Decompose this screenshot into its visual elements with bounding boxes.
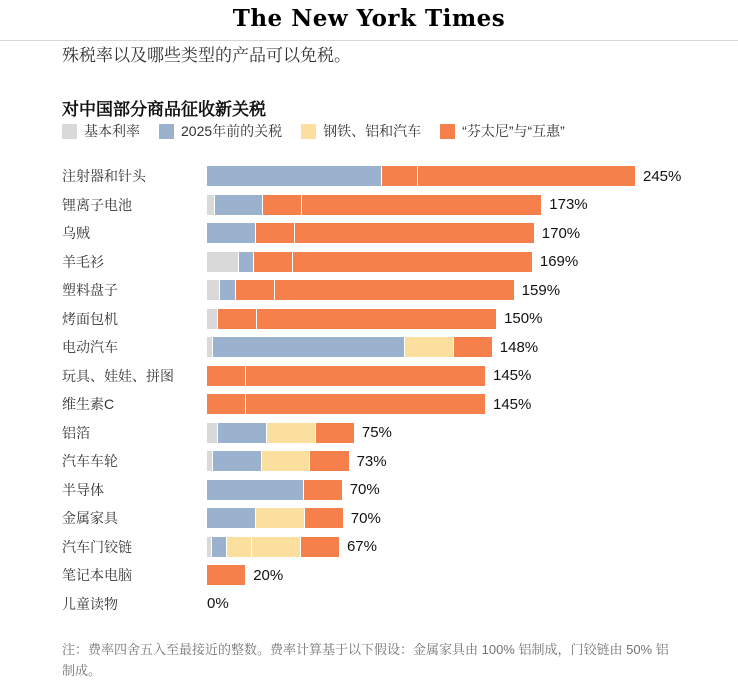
bar-segment-new: [304, 480, 342, 500]
bar-segment-new: [257, 309, 496, 329]
category-label: 金属家具: [62, 510, 118, 526]
legend-item-steel: [301, 121, 421, 141]
stacked-bar: [207, 537, 339, 557]
chart-title: 对中国部分商品征收新关税: [62, 100, 266, 119]
chart-row: [62, 195, 722, 215]
chart-row: [62, 565, 722, 585]
stacked-bar: [207, 223, 534, 243]
value-label: 245%: [642, 167, 682, 185]
bar-segment-new: [207, 366, 245, 386]
legend-swatch-pre2025: [159, 124, 174, 139]
bar-segment-new: [246, 394, 485, 414]
value-label: 148%: [499, 338, 539, 356]
bar-segment-new: [418, 166, 635, 186]
value-label: 70%: [350, 509, 381, 527]
category-label: 锂离子电池: [62, 196, 132, 213]
bar-segment-new: [263, 195, 301, 215]
category-label: 铝箔: [62, 424, 90, 441]
nyt-masthead-logo: The New York Times: [232, 5, 506, 32]
bar-segment-base: [207, 252, 238, 272]
value-label: 169%: [539, 253, 579, 270]
legend-label: 基本利率: [84, 123, 140, 139]
bar-segment-new: [295, 223, 534, 243]
bar-segment-new: [454, 337, 492, 357]
category-label: 羊毛衫: [62, 253, 104, 270]
legend-swatch-new: [440, 124, 455, 139]
chart-note: 注：费率四舍五入至最接近的整数。费率计算基于以下假设：金属家具由 100% 铝制成，门铰链由 50% 铝制成。: [62, 642, 669, 678]
bar-segment-new: [236, 280, 274, 300]
intro-paragraph: 殊税率以及哪些类型的产品可以免税。: [62, 46, 351, 65]
value-label: 145%: [492, 395, 532, 413]
bar-segment-pre2025: [207, 480, 303, 500]
bar-segment-pre2025: [207, 166, 381, 186]
bar-segment-pre2025: [213, 337, 404, 357]
bar-segment-new: [275, 280, 514, 300]
stacked-bar: [207, 423, 354, 443]
category-label: 注射器和针头: [62, 168, 146, 184]
value-label: 70%: [349, 481, 380, 498]
stacked-bar: [207, 252, 532, 272]
value-label: 75%: [361, 424, 392, 441]
bar-segment-base: [207, 537, 211, 557]
bar-segment-new: [246, 366, 485, 386]
legend-label: 钢铁、铝和汽车: [323, 123, 422, 139]
chart-row: [62, 394, 722, 414]
chart-row: [62, 537, 722, 557]
bar-segment-pre2025: [212, 537, 226, 557]
stacked-bar: [207, 394, 485, 414]
bar-segment-new: [302, 195, 541, 215]
value-label: 73%: [356, 452, 387, 470]
category-label: 塑料盘子: [62, 282, 118, 298]
chart-row: [62, 223, 722, 243]
bar-segment-steel: [227, 537, 251, 557]
bar-segment-new: [207, 565, 245, 585]
chart-row: [62, 423, 722, 443]
category-label: 维生素C: [62, 396, 115, 412]
bar-segment-pre2025: [218, 423, 266, 443]
bar-segment-pre2025: [213, 451, 261, 471]
stacked-bar: [207, 280, 514, 300]
chart-legend: [62, 121, 565, 141]
bar-segment-new: [256, 223, 294, 243]
top-divider: [0, 40, 738, 41]
bar-segment-new: [316, 423, 354, 443]
value-label: 170%: [541, 224, 581, 242]
chart-row: [62, 366, 722, 386]
category-label: 乌贼: [62, 225, 90, 241]
chart-row: [62, 309, 722, 329]
bar-segment-pre2025: [239, 252, 253, 272]
bar-segment-base: [207, 423, 217, 443]
bar-segment-steel: [262, 451, 310, 471]
stacked-bar: [207, 166, 635, 186]
bar-segment-new: [310, 451, 348, 471]
legend-swatch-steel: [301, 124, 316, 139]
bar-segment-pre2025: [207, 223, 255, 243]
value-label: 67%: [346, 538, 377, 555]
bar-segment-pre2025: [215, 195, 263, 215]
bar-segment-new: [293, 252, 532, 272]
bar-segment-new: [254, 252, 292, 272]
chart-row: [62, 252, 722, 272]
chart-row: [62, 280, 722, 300]
chart-rows: [62, 166, 722, 622]
legend-item-base: [62, 121, 140, 141]
value-label: 150%: [504, 310, 543, 327]
legend-item-new: [440, 121, 565, 141]
chart-row: [62, 594, 722, 614]
bar-segment-pre2025: [207, 508, 255, 528]
bar-segment-new: [218, 309, 256, 329]
stacked-bar: [207, 195, 541, 215]
category-label: 儿童读物: [62, 595, 118, 612]
chart-row: [62, 451, 722, 471]
chart-row: [62, 508, 722, 528]
bar-segment-steel: [256, 508, 304, 528]
bar-segment-base: [207, 195, 214, 215]
value-label: 159%: [521, 281, 561, 299]
stacked-bar: [207, 337, 492, 357]
category-label: 汽车门铰链: [62, 538, 132, 555]
category-label: 电动汽车: [62, 339, 118, 355]
stacked-bar: [207, 565, 245, 585]
bar-segment-steel: [405, 337, 453, 357]
legend-label: 2025年前的关税: [181, 123, 283, 139]
bar-segment-steel: [267, 423, 315, 443]
stacked-bar: [207, 451, 349, 471]
bar-segment-new: [207, 394, 245, 414]
bar-segment-pre2025: [220, 280, 234, 300]
value-label: 20%: [253, 566, 284, 584]
stacked-bar: [207, 508, 343, 528]
stacked-bar: [207, 480, 342, 500]
stacked-bar: [207, 309, 496, 329]
bar-segment-base: [207, 309, 217, 329]
bar-segment-new: [301, 537, 339, 557]
bar-segment-new: [305, 508, 343, 528]
stacked-bar: [207, 366, 485, 386]
category-label: 玩具、娃娃、拼图: [62, 367, 174, 384]
chart-row: [62, 337, 722, 357]
value-label: 173%: [549, 196, 588, 213]
bar-segment-new: [382, 166, 417, 186]
legend-label: “芬太尼”与“互惠”: [462, 123, 565, 139]
bar-segment-steel: [252, 537, 300, 557]
category-label: 烤面包机: [62, 310, 118, 327]
bar-segment-base: [207, 337, 212, 357]
category-label: 笔记本电脑: [62, 567, 132, 583]
bar-segment-base: [207, 280, 219, 300]
chart-row: [62, 480, 722, 500]
legend-item-pre2025: [159, 121, 282, 141]
category-label: 汽车车轮: [62, 453, 118, 469]
legend-swatch-base: [62, 124, 77, 139]
category-label: 半导体: [62, 481, 104, 498]
chart-row: [62, 166, 722, 186]
value-label: 145%: [492, 367, 532, 384]
value-label: 0%: [207, 595, 229, 612]
bar-segment-base: [207, 451, 212, 471]
